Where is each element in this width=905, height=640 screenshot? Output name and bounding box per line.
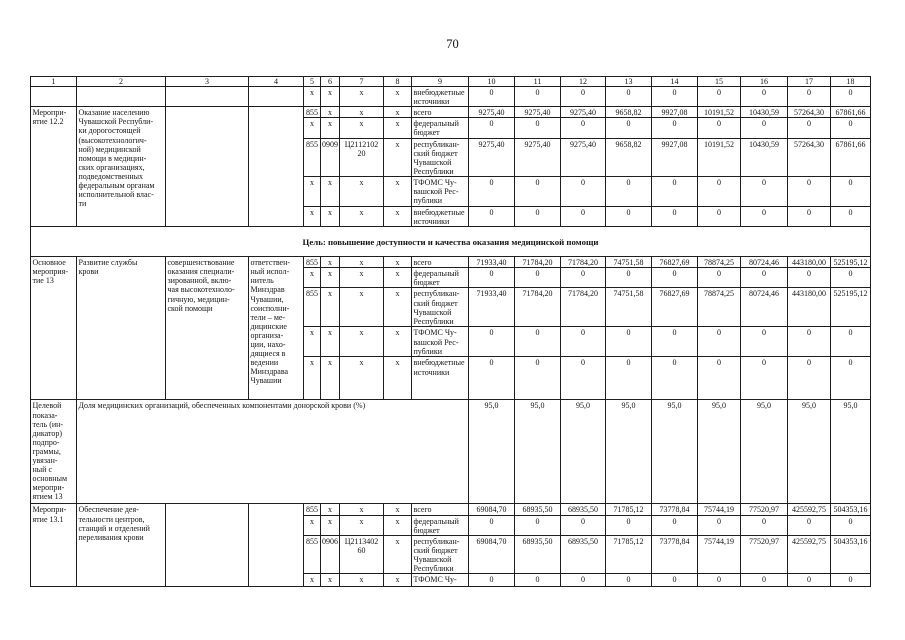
target-article-code: х [340,257,384,268]
funding-amount: 9275,40 [561,138,606,176]
measure-executor-cell [249,504,304,587]
indicator-value: 95,0 [788,400,831,504]
funding-amount: 0 [741,206,788,226]
funding-amount: 67861,66 [831,107,871,118]
funding-amount: 0 [788,118,831,138]
funding-amount: 0 [469,206,515,226]
column-number: 10 [469,77,515,87]
funding-amount: 9658,82 [606,107,652,118]
measure-executor-cell [249,87,304,107]
funding-amount: 0 [652,357,698,400]
page-number: 70 [446,37,459,51]
measure-name-cell: Обеспечение дея- тельности центров, станций и отделений переливания крови [77,504,166,587]
funding-amount: 71933,40 [469,257,515,268]
funding-source: федеральный бюджет [412,268,469,288]
indicator-value: 95,0 [652,400,698,504]
funding-amount: 0 [831,206,871,226]
main-measure-13-row [31,257,871,268]
funding-amount: 77520,97 [741,504,788,515]
indicator-value: 95,0 [831,400,871,504]
funding-amount: 0 [606,206,652,226]
funding-amount: 0 [606,268,652,288]
column-number: 9 [412,77,469,87]
expense-type-code: х [384,288,412,327]
section-code: х [321,206,340,226]
funding-amount: 0 [698,118,741,138]
budget-admin-code: 855 [304,288,321,327]
indicator-value: 95,0 [698,400,741,504]
budget-admin-code: х [304,87,321,107]
expense-type-code: х [384,535,412,573]
measure-purpose-cell [166,87,249,107]
funding-amount: 78874,25 [698,288,741,327]
funding-source: внебюджетные источники [412,357,469,400]
funding-amount: 504353,16 [831,535,871,573]
funding-amount: 0 [561,574,606,587]
funding-source: республикан- ский бюджет Чувашской Республики [412,138,469,176]
funding-amount: 0 [606,357,652,400]
funding-amount: 76827,69 [652,288,698,327]
section-code: х [321,257,340,268]
funding-amount: 73778,84 [652,535,698,573]
section-code: х [321,515,340,535]
funding-amount: 0 [606,176,652,206]
funding-amount: 0 [606,118,652,138]
column-number: 4 [249,77,304,87]
measure-name-cell: Развитие службы крови [77,257,166,400]
funding-amount: 0 [698,574,741,587]
table-body [31,77,871,587]
indicator-name: Доля медицинских организаций, обеспеченных компонентами донорской крови (%) [77,400,469,504]
budget-admin-code: 855 [304,535,321,573]
funding-amount: 71784,20 [561,288,606,327]
funding-amount: 0 [788,268,831,288]
target-article-code: х [340,327,384,357]
column-number: 8 [384,77,412,87]
budget-admin-code: х [304,357,321,400]
funding-amount: 10430,59 [741,107,788,118]
funding-amount: 0 [652,206,698,226]
measure-executor-cell: ответствен- ный испол- нитель Минздрав Чувашии, соисполни- тели – ме- дицинские организа- ции, нахо- дящиеся в ведении Минздрава Чувашии [249,257,304,400]
expense-type-code: х [384,257,412,268]
funding-amount: 0 [515,357,561,400]
funding-amount: 0 [652,118,698,138]
funding-amount: 0 [698,515,741,535]
measure-status-cell: Основное мероприя- тие 13 [31,257,77,400]
funding-amount: 0 [606,327,652,357]
budget-admin-code: 855 [304,138,321,176]
funding-amount: 0 [652,574,698,587]
funding-amount: 71785,12 [606,504,652,515]
funding-amount: 525195,12 [831,257,871,268]
funding-amount: 78874,25 [698,257,741,268]
funding-amount: 68935,50 [515,535,561,573]
target-article-code: х [340,515,384,535]
funding-amount: 0 [652,176,698,206]
funding-source: всего [412,504,469,515]
funding-amount: 9275,40 [469,138,515,176]
funding-source: ТФОМС Чу- вашской Рес- публики [412,176,469,206]
funding-amount: 0 [831,118,871,138]
funding-amount: 0 [606,574,652,587]
funding-amount: 0 [606,87,652,107]
funding-amount: 0 [469,87,515,107]
funding-amount: 9658,82 [606,138,652,176]
indicator-value: 95,0 [606,400,652,504]
funding-amount: 0 [561,118,606,138]
expense-type-code: х [384,574,412,587]
funding-amount: 9927,08 [652,107,698,118]
funding-amount: 0 [469,268,515,288]
funding-amount: 0 [561,268,606,288]
target-article-code: х [340,176,384,206]
target-article-code: х [340,206,384,226]
budget-admin-code: х [304,515,321,535]
funding-amount: 0 [561,87,606,107]
funding-amount: 0 [831,176,871,206]
expense-type-code: х [384,206,412,226]
funding-amount: 525195,12 [831,288,871,327]
funding-amount: 57264,30 [788,107,831,118]
measure-purpose-cell: совершенствование оказания специали- зированной, вклю- чая высокотехноло- гичную, медицин- ской помощи [166,257,249,400]
funding-amount: 9275,40 [469,107,515,118]
funding-amount: 0 [515,176,561,206]
target-article-code: х [340,288,384,327]
column-number: 13 [606,77,652,87]
column-number: 6 [321,77,340,87]
funding-amount: 0 [741,268,788,288]
funding-amount: 71784,20 [515,257,561,268]
measure-12-2-row [31,107,871,118]
funding-amount: 0 [469,118,515,138]
section-code: х [321,107,340,118]
funding-amount: 0 [561,515,606,535]
funding-amount: 0 [831,268,871,288]
column-number: 5 [304,77,321,87]
section-code: х [321,118,340,138]
funding-amount: 0 [515,118,561,138]
funding-amount: 74751,58 [606,257,652,268]
target-article-code: х [340,574,384,587]
goal-row [31,227,871,257]
funding-amount: 10191,52 [698,107,741,118]
funding-amount: 0 [652,515,698,535]
funding-amount: 0 [831,327,871,357]
measure-name-cell: Оказание населению Чувашской Республи- ки дорогостоящей (высокотехнологич- ной) медицинской помощи в медицин- ских организациях, подведомственных федеральным органам исполнительной влас- ти [77,107,166,227]
budget-admin-code: 855 [304,504,321,515]
funding-amount: 68935,50 [561,535,606,573]
target-article-code: х [340,357,384,400]
funding-source: федеральный бюджет [412,515,469,535]
section-code: х [321,504,340,515]
budget-admin-code: 855 [304,107,321,118]
funding-amount: 443180,00 [788,288,831,327]
funding-amount: 9275,40 [561,107,606,118]
funding-amount: 71784,20 [561,257,606,268]
funding-amount: 0 [788,357,831,400]
expense-type-code: х [384,268,412,288]
measure-name-cell [77,87,166,107]
column-number: 1 [31,77,77,87]
funding-amount: 69084,70 [469,504,515,515]
expense-type-code: х [384,504,412,515]
funding-amount: 0 [741,327,788,357]
funding-amount: 0 [652,268,698,288]
section-code: х [321,268,340,288]
indicator-value: 95,0 [515,400,561,504]
budget-admin-code: х [304,327,321,357]
expense-type-code: х [384,87,412,107]
target-article-code: х [340,268,384,288]
target-article-code: Ц2113402 60 [340,535,384,573]
expense-type-code: х [384,118,412,138]
section-code: 0909 [321,138,340,176]
funding-source: ТФОМС Чу- вашской Рес- публики [412,327,469,357]
funding-amount: 0 [741,87,788,107]
column-number: 16 [741,77,788,87]
funding-amount: 68935,50 [561,504,606,515]
funding-amount: 0 [698,268,741,288]
measure-13-1-row [31,504,871,515]
funding-amount: 77520,97 [741,535,788,573]
funding-amount: 0 [698,87,741,107]
goal-heading: Цель: повышение доступности и качества оказания медицинской помощи [31,227,871,257]
target-article-code: Ц2112102 20 [340,138,384,176]
target-article-code: х [340,504,384,515]
funding-amount: 0 [698,206,741,226]
funding-amount: 0 [469,176,515,206]
column-number: 7 [340,77,384,87]
funding-amount: 0 [741,357,788,400]
funding-amount: 71785,12 [606,535,652,573]
indicator-label: Целевой показа- тель (ин- дикатор) подпро- граммы, увязан- ный с основным меропри- ятием 13 [31,400,77,504]
funding-amount: 68935,50 [515,504,561,515]
funding-amount: 0 [788,176,831,206]
measure-status-cell [31,87,77,107]
measure-status-cell: Меропри- ятие 13.1 [31,504,77,587]
section-code: 0906 [321,535,340,573]
funding-amount: 0 [515,327,561,357]
funding-amount: 0 [515,206,561,226]
section-code: х [321,574,340,587]
measure-purpose-cell [166,504,249,587]
funding-amount: 74751,58 [606,288,652,327]
funding-amount: 0 [788,206,831,226]
funding-amount: 0 [561,327,606,357]
funding-amount: 0 [515,87,561,107]
funding-amount: 80724,46 [741,288,788,327]
budget-admin-code: х [304,574,321,587]
section-code: х [321,327,340,357]
funding-amount: 0 [469,515,515,535]
program-funding-table [30,76,871,587]
column-number: 18 [831,77,871,87]
funding-amount: 0 [741,176,788,206]
funding-amount: 0 [561,176,606,206]
funding-amount: 0 [741,515,788,535]
expense-type-code: х [384,327,412,357]
funding-amount: 9927,08 [652,138,698,176]
funding-amount: 0 [788,327,831,357]
funding-amount: 71784,20 [515,288,561,327]
funding-amount: 504353,16 [831,504,871,515]
funding-amount: 57264,30 [788,138,831,176]
funding-amount: 0 [831,357,871,400]
funding-source: всего [412,257,469,268]
funding-amount: 0 [652,87,698,107]
funding-amount: 443180,00 [788,257,831,268]
column-number: 3 [166,77,249,87]
funding-amount: 0 [561,206,606,226]
expense-type-code: х [384,515,412,535]
column-number: 12 [561,77,606,87]
funding-source: всего [412,107,469,118]
funding-amount: 0 [469,327,515,357]
funding-amount: 80724,46 [741,257,788,268]
continued-funding-row [31,87,871,107]
column-number-row [31,77,871,87]
funding-amount: 425592,75 [788,504,831,515]
budget-admin-code: 855 [304,257,321,268]
column-number: 15 [698,77,741,87]
funding-amount: 0 [515,574,561,587]
funding-amount: 71933,40 [469,288,515,327]
measure-purpose-cell [166,107,249,227]
funding-amount: 0 [652,327,698,357]
funding-source: внебюджетные источники [412,206,469,226]
target-indicator-row [31,400,871,504]
expense-type-code: х [384,357,412,400]
funding-amount: 0 [788,515,831,535]
funding-amount: 0 [788,574,831,587]
funding-amount: 0 [788,87,831,107]
column-number: 11 [515,77,561,87]
funding-amount: 69084,70 [469,535,515,573]
section-code: х [321,87,340,107]
section-code: х [321,176,340,206]
measure-status-cell: Меропри- ятие 12.2 [31,107,77,227]
funding-amount: 0 [606,515,652,535]
expense-type-code: х [384,138,412,176]
indicator-value: 95,0 [741,400,788,504]
budget-admin-code: х [304,118,321,138]
funding-amount: 0 [469,357,515,400]
funding-amount: 0 [515,515,561,535]
section-code: х [321,288,340,327]
funding-amount: 0 [698,327,741,357]
column-number: 2 [77,77,166,87]
funding-source: республикан- ский бюджет Чувашской Республики [412,288,469,327]
funding-amount: 10191,52 [698,138,741,176]
funding-amount: 0 [831,574,871,587]
funding-amount: 10430,59 [741,138,788,176]
funding-amount: 0 [515,268,561,288]
funding-amount: 73778,84 [652,504,698,515]
funding-amount: 9275,40 [515,107,561,118]
measure-executor-cell [249,107,304,227]
funding-amount: 75744,19 [698,504,741,515]
funding-amount: 0 [741,574,788,587]
funding-amount: 0 [469,574,515,587]
funding-amount: 0 [698,176,741,206]
funding-amount: 0 [741,118,788,138]
indicator-value: 95,0 [561,400,606,504]
funding-amount: 0 [698,357,741,400]
section-code: х [321,357,340,400]
indicator-value: 95,0 [469,400,515,504]
expense-type-code: х [384,107,412,118]
funding-source: внебюджетные источники [412,87,469,107]
funding-amount: 75744,19 [698,535,741,573]
funding-source: федеральный бюджет [412,118,469,138]
funding-amount: 67861,66 [831,138,871,176]
funding-amount: 0 [831,515,871,535]
column-number: 17 [788,77,831,87]
column-number: 14 [652,77,698,87]
budget-admin-code: х [304,268,321,288]
target-article-code: х [340,87,384,107]
target-article-code: х [340,118,384,138]
budget-admin-code: х [304,206,321,226]
target-article-code: х [340,107,384,118]
funding-amount: 0 [831,87,871,107]
funding-amount: 76827,69 [652,257,698,268]
funding-amount: 425592,75 [788,535,831,573]
funding-source: ТФОМС Чу- [412,574,469,587]
funding-amount: 9275,40 [515,138,561,176]
funding-source: республикан- ский бюджет Чувашской Республики [412,535,469,573]
funding-amount: 0 [561,357,606,400]
budget-admin-code: х [304,176,321,206]
expense-type-code: х [384,176,412,206]
